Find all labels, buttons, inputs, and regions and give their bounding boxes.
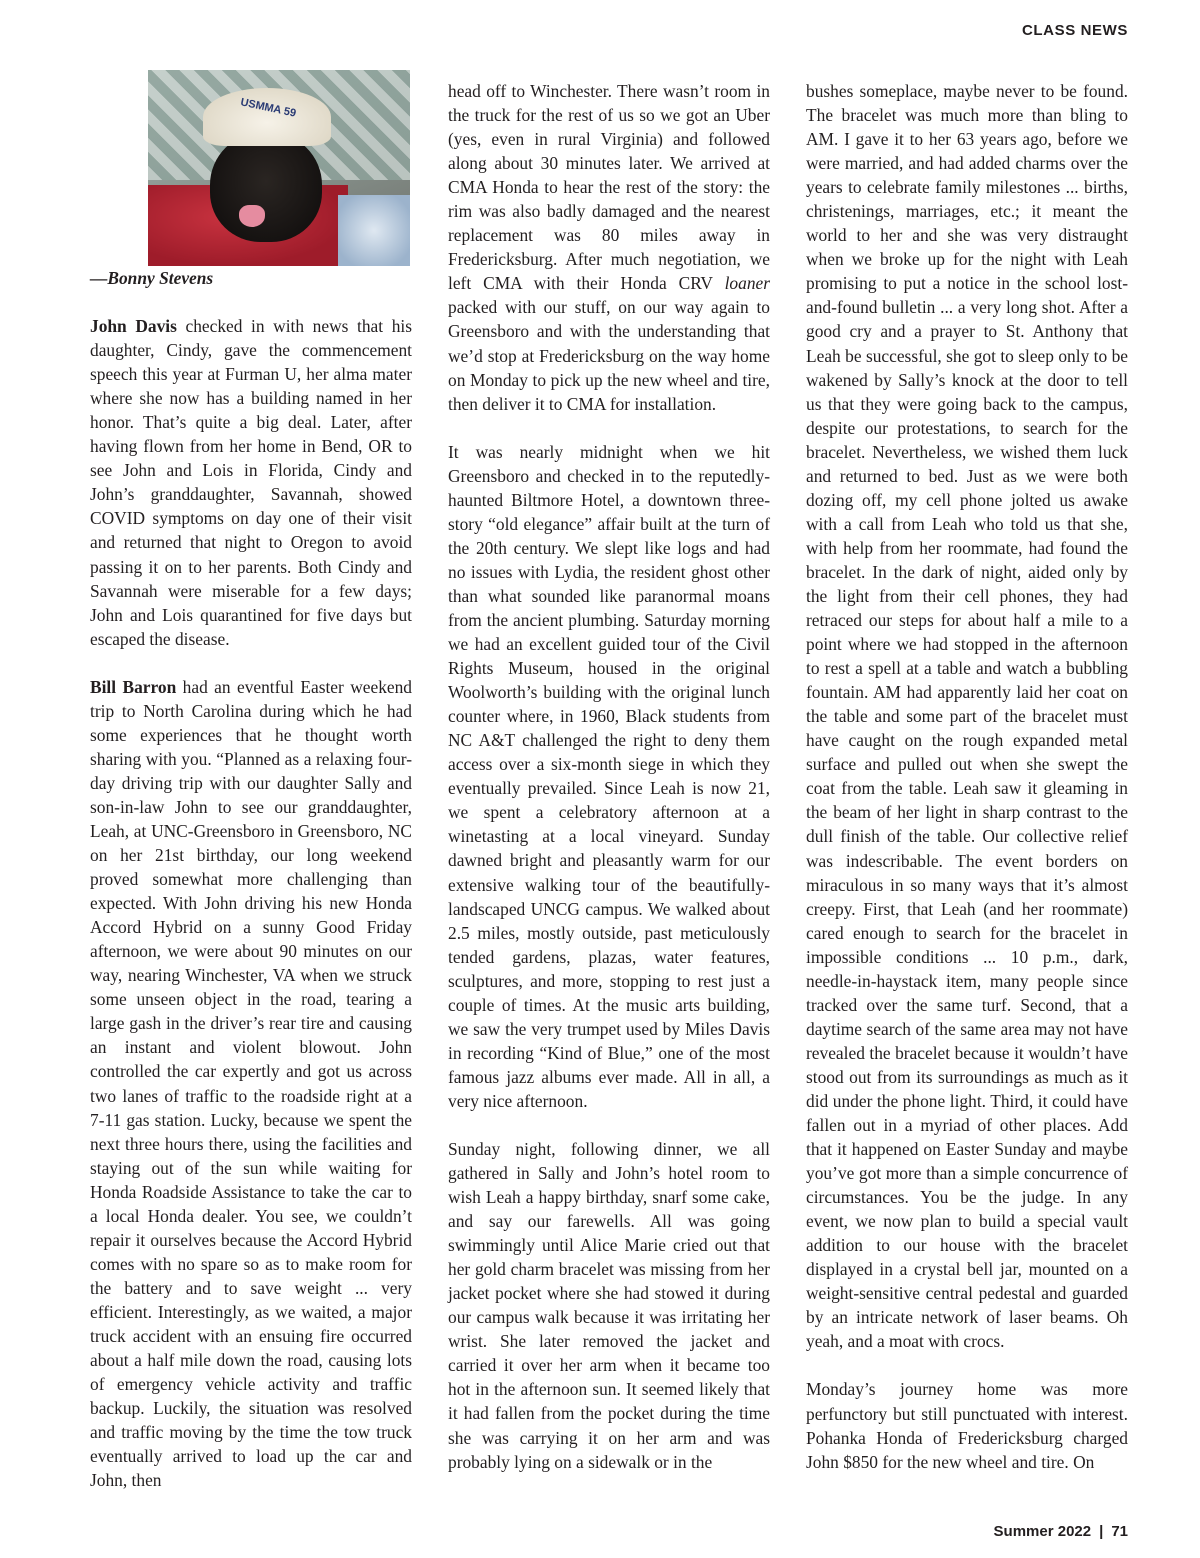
text-winchester-a: head off to Winchester. There wasn’t room in the truck for the rest of us so we got an Uber (yes, even in rural Virginia) and followed along about 30 minutes later. We arrived at CMA Honda to hear the rest of the story: the rim was also badly damaged and the nearest replacement was 80 miles away in Fredericksburg. After much negotiation, we left CMA with their Honda CRV (448, 81, 770, 294)
column-1 (90, 70, 412, 1492)
paragraph-greensboro: It was nearly midnight when we hit Greensboro and checked in to the reputedly-haunted Biltmore Hotel, a downtown three-story “old elegance” affair built at the turn of the 20th century. We slept like logs and had no issues with Lydia, the resident ghost other than what sounded like paranormal moans from the ancient plumbing. Saturday morning we had an excellent guided tour of the Civil Rights Museum, housed in the original Woolworth’s building with the original lunch counter where, in 1960, Black students from NC A&T challenged the right to deny them access over a six-month siege in which they eventually prevailed. Since Leah is now 21, we spent a celebratory afternoon at a winetasting at a local vineyard. Sunday dawned bright and pleasantly warm for our extensive walking tour of the beautifully-landscaped UNCG campus. We walked about 2.5 miles, mostly outside, past meticulously tended gardens, plazas, water features, sculptures, and more, stopping to rest just a couple of times. At the music arts building, we saw the very trumpet used by Miles Davis in recording “Kind of Blue,” one of the most famous jazz albums ever made. All in all, a very nice afternoon. (448, 441, 770, 1111)
page-footer (994, 1523, 1128, 1540)
name-bill-barron: Bill Barron (90, 676, 177, 697)
photo-caption: —Bonny Stevens (90, 268, 214, 288)
paragraph-winchester (448, 79, 770, 416)
section-header: CLASS NEWS (1021, 22, 1128, 39)
paragraph-monday: Monday’s journey home was more perfunctory but still punctuated with interest. Pohanka Honda of Fredericksburg charged John $850 for the new wheel and tire. On (806, 1379, 1128, 1472)
page-number: 71 (1111, 1523, 1128, 1540)
dog (210, 132, 322, 242)
name-john-davis: John Davis (90, 316, 177, 337)
cap-text: USMMA 59 (239, 96, 298, 120)
text-winchester-b: packed with our stuff, on our way again to Greensboro and with the understanding that we’d stop at Fredericksburg on the way home on Monday to pick up the new wheel and tire, then deliver it to CMA for installation. (448, 297, 770, 414)
dog-photo (148, 70, 410, 266)
footer-separator: | (1099, 1523, 1104, 1540)
dog-tongue (239, 205, 265, 227)
paragraph-bracelet: bushes someplace, maybe never to be found. The bracelet was much more than bling to AM. I gave it to her 63 years ago, before we were married, and had added charms over the years to celebrate family milestones ... births, christenings, marriages, etc.; it meant the world to her and she was very distraught when we broke up for the night with Leah promising to put a notice in the school lost-and-found bulletin ... a very long shot. After a good cry and a prayer to St. Anthony that Leah be successful, she got to sleep only to be wakened by Sally’s knock at the door to tell us that they were going back to the campus, despite our protestations, to search for the bracelet. Nevertheless, we wished them luck and returned to bed. Just as we were both dozing off, my cell phone jolted us awake with a call from Leah who told us that she, with help from her roommate, had found the bracelet. In the dark of night, aided only by the light from their cell phones, they had retraced our steps for about half a mile to a point where we had stopped in the afternoon to rest a spell at a table and watch a bubbling fountain. AM had apparently laid her coat on the table and some part of the bracelet must have caught on the rough expanded metal surface and pulled out when she swept the coat from the table. Leah saw it gleaming in the beam of her light in sharp contrast to the dull finish of the table. Our collective relief was indescribable. The event borders on miraculous in so many ways that it’s almost creepy. First, that Leah (and her roommate) cared enough to search for the bracelet in impossible conditions ... 10 p.m., dark, needle-in-haystack item, many people since tracked over the same turf. Second, that a daytime search of the same area may not have revealed the bracelet because it wouldn’t have stood out from its surroundings as much as it did under the phone light. Third, it could have fallen out in a myriad of other places. Add that it happened on Easter Sunday and maybe you’ve got more than a simple concurrence of circumstances. You be the judge. In any event, we now plan to build a special vault addition to our house with the bracelet displayed in a crystal bell jar, mounted on a weight-sensitive central pedestal and guarded by an intricate network of laser beams. Oh yeah, and a moat with crocs. (806, 81, 1128, 1352)
paragraph-john-davis (90, 314, 412, 651)
text-loaner: loaner (724, 273, 770, 294)
issue-label: Summer 2022 (993, 1523, 1092, 1540)
text-bill-barron: had an eventful Easter weekend trip to North Carolina during which he had some experiences that he thought worth sharing with you. “Planned as a relaxing four-day driving trip with our daughter Sally and son-in-law John to see our granddaughter, Leah, at UNC-Greensboro in Greensboro, NC on her 21st birthday, our long weekend proved somewhat more challenging than expected. With John driving his new Honda Accord Hybrid on a sunny Good Friday afternoon, we were about 90 minutes on our way, nearing Winchester, VA when we struck some unseen object in the road, tearing a large gash in the driver’s rear tire and causing an instant and violent blowout. John controlled the car expertly and got us across two lanes of traffic to the roadside right at a 7-11 gas station. Lucky, because we spent the next three hours there, using the facilities and staying out of the sun while waiting for Honda Roadside Assistance to take the car to a local Honda dealer. You see, we couldn’t repair it ourselves because the Accord Hybrid comes with no spare so as to make room for the battery and to save weight ... very efficient. Interestingly, as we waited, a major truck accident with an ensuing fire occurred about a half mile down the road, causing lots of emergency vehicle activity and traffic backup. Luckily, the situation was resolved and traffic moving by the time the tow truck eventually arrived to load up the car and John, then (90, 676, 412, 1491)
text-john-davis: checked in with news that his daughter, Cindy, gave the commencement speech this year at Furman U, her alma mater where she now has a building named in her honor. That’s quite a big deal. Later, after having flown from her home in Bend, OR to see John and Lois in Florida, Cindy and John’s granddaughter, Savannah, showed COVID symptoms on day one of their visit and returned that night to Oregon to avoid passing it on to her parents. Both Cindy and Savannah were miserable for a few days; John and Lois quarantined for five days but escaped the disease. (90, 316, 412, 649)
paragraph-sunday-night: Sunday night, following dinner, we all gathered in Sally and John’s hotel room to wish Leah a happy birthday, snarf some cake, and say our farewells. All was going swimmingly until Alice Marie cried out that her gold charm bracelet was missing from her jacket pocket where she had stowed it during our campus walk because it was irritating her wrist. She later removed the jacket and carried it over her arm when it became too hot in the afternoon sun. It seemed likely that it had fallen from the pocket during the time she was carrying it on her arm and was probably lying on a sidewalk or in the (448, 1138, 770, 1472)
pillow (338, 195, 410, 266)
column-2 (448, 79, 770, 1474)
column-3 (806, 79, 1128, 1474)
paragraph-bill-barron (90, 675, 412, 1493)
